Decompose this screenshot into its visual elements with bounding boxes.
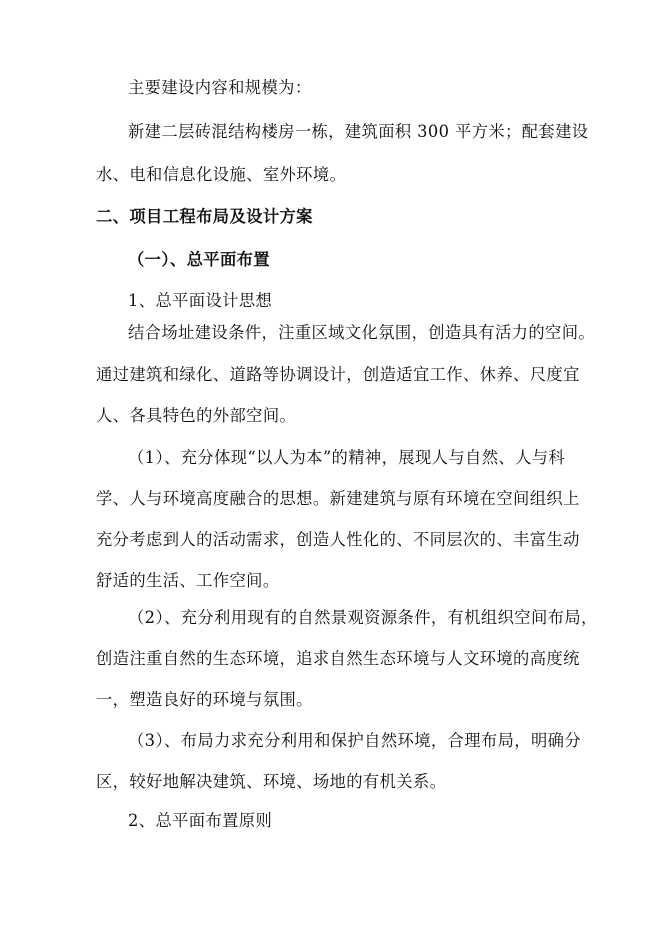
- text-line: 水、电和信息化设施、室外环境。: [96, 165, 347, 184]
- text-line: 学、人与环境高度融合的思想。新建建筑与原有环境在空间组织上: [96, 489, 580, 508]
- section-heading: 二、项目工程布局及设计方案: [96, 207, 313, 226]
- text-line: （3）、布局力求充分利用和保护自然环境，合理布局，明确分: [128, 731, 582, 750]
- text-line: 一，塑造良好的环境与氛围。: [96, 690, 313, 709]
- text-line: 结合场址建设条件，注重区域文化氛围，创造具有活力的空间。: [128, 323, 596, 342]
- subsection-heading: （一）、总平面布置: [128, 250, 270, 269]
- text-line: 新建二层砖混结构楼房一栋，建筑面积 300 平方米；配套建设: [128, 122, 589, 141]
- text-line: （2）、充分利用现有的自然景观资源条件，有机组织空间布局，: [128, 608, 598, 627]
- text-line: 1、总平面设计思想: [128, 291, 273, 310]
- text-line: （1）、充分体现“以人为本”的精神，展现人与自然、人与科: [128, 448, 566, 467]
- text-line: 区，较好地解决建筑、环境、场地的有机关系。: [96, 772, 447, 791]
- text-line: 主要建设内容和规模为：: [128, 78, 312, 97]
- text-line: 充分考虑到人的活动需求，创造人性化的、不同层次的、丰富生动: [96, 530, 580, 549]
- text-line: 舒适的生活、工作空间。: [96, 571, 280, 590]
- text-line: 人、各具特色的外部空间。: [96, 406, 297, 425]
- text-line: 通过建筑和绿化、道路等协调设计，创造适宜工作、休养、尺度宜: [96, 365, 580, 384]
- text-line: 2、总平面布置原则: [128, 811, 273, 830]
- text-line: 创造注重自然的生态环境，追求自然生态环境与人文环境的高度统: [96, 649, 580, 668]
